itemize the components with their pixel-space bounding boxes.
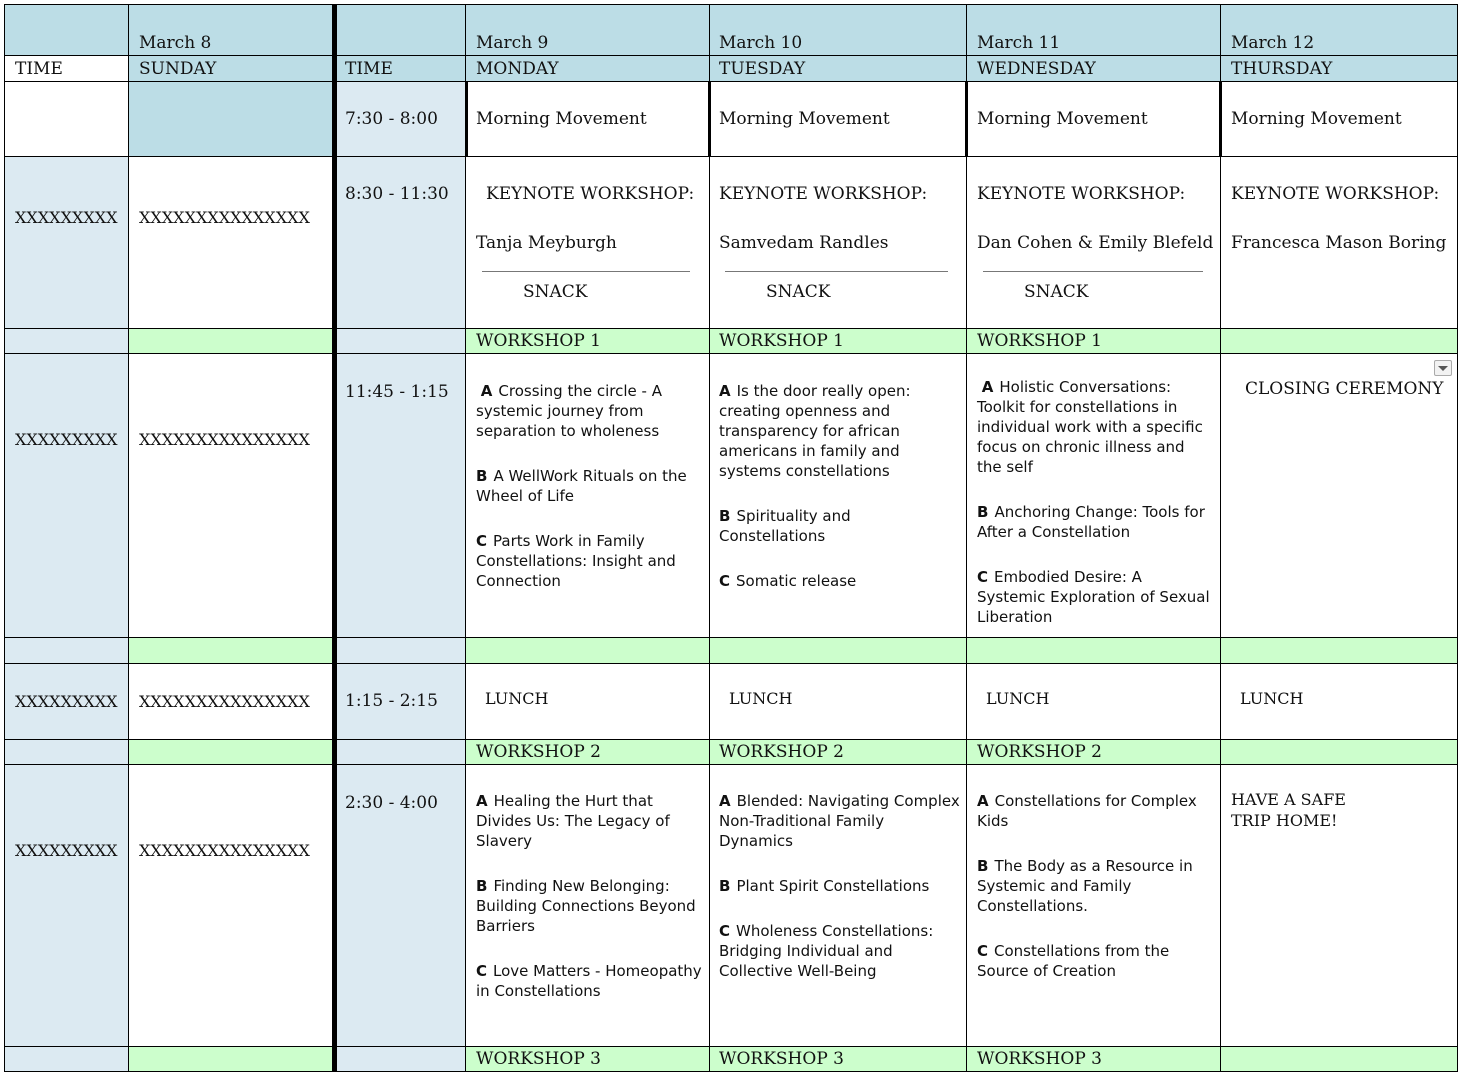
row-divider xyxy=(465,82,468,157)
header-date-tuesday xyxy=(710,4,967,56)
section-divider xyxy=(333,4,337,1072)
divider xyxy=(983,271,1203,272)
workshop1-thursday xyxy=(1221,354,1458,638)
keynote-presenter: Dan Cohen & Emily Blefeld xyxy=(977,233,1214,253)
lunch-tuesday: LUNCH xyxy=(710,664,967,740)
time-slot: 7:30 - 8:00 xyxy=(337,82,466,157)
workshop-option: B Finding New Belonging: Building Connections Beyond Barriers xyxy=(476,877,696,935)
spacer-cell xyxy=(967,638,1221,664)
date-label: March 11 xyxy=(977,33,1061,53)
workshop-option: A Blended: Navigating Complex Non-Traditional Family Dynamics xyxy=(719,792,960,850)
spacer-cell xyxy=(4,1047,129,1072)
workshop-option: C Parts Work in Family Constellations: Insight and Connection xyxy=(476,532,676,590)
workshop-option: C Love Matters - Homeopathy in Constellations xyxy=(476,962,702,1000)
workshop-option: B Anchoring Change: Tools for After a Constellation xyxy=(977,503,1205,541)
placeholder-cell: XXXXXXXXX xyxy=(4,354,129,638)
spacer-cell xyxy=(4,638,129,664)
workshop-option: A Is the door really open: creating openness and transparency for african americans in family and systems constellations xyxy=(719,382,911,480)
farewell-line-1: HAVE A SAFE xyxy=(1231,790,1346,809)
spacer-cell xyxy=(1221,638,1458,664)
workshop-option: B A WellWork Rituals on the Wheel of Life xyxy=(476,467,687,505)
workshop-option: C Constellations from the Source of Creation xyxy=(977,942,1170,980)
spacer-cell xyxy=(129,329,333,354)
row-divider xyxy=(708,82,711,157)
spacer-cell xyxy=(710,638,967,664)
keynote-presenter: Samvedam Randles xyxy=(719,233,889,253)
placeholder-cell: XXXXXXXXX xyxy=(4,765,129,1047)
date-label: March 12 xyxy=(1231,33,1315,53)
row-divider xyxy=(965,82,968,157)
header-date-thursday xyxy=(1221,4,1458,56)
header-corner-time xyxy=(4,4,129,56)
time-column-header: TIME xyxy=(4,56,129,82)
keynote-thursday xyxy=(1221,157,1458,329)
spacer-cell xyxy=(337,638,466,664)
time-column-header-2: TIME xyxy=(337,56,466,82)
day-tuesday: TUESDAY xyxy=(710,56,967,82)
lunch-wednesday: LUNCH xyxy=(967,664,1221,740)
spacer-cell xyxy=(337,740,466,765)
header-date-wednesday xyxy=(967,4,1221,56)
workshop-label-wednesday: WORKSHOP 3 xyxy=(967,1047,1221,1072)
workshop-label-thursday xyxy=(1221,329,1458,354)
workshop2-monday xyxy=(466,765,710,1047)
spacer-cell xyxy=(337,329,466,354)
placeholder-cell: XXXXXXXXXXXXXXX xyxy=(129,157,333,329)
workshop-option: C Embodied Desire: A Systemic Exploration of Sexual Liberation xyxy=(977,568,1210,626)
workshop-label-wednesday: WORKSHOP 1 xyxy=(967,329,1221,354)
workshop-option: C Somatic release xyxy=(719,572,857,590)
workshop-option: A Holistic Conversations: Toolkit for constellations in individual work with a specific focus on chronic illness and the self xyxy=(977,378,1203,476)
keynote-presenter: Francesca Mason Boring xyxy=(1231,233,1447,253)
lunch-monday: LUNCH xyxy=(466,664,710,740)
lunch-thursday: LUNCH xyxy=(1221,664,1458,740)
time-slot: 11:45 - 1:15 xyxy=(337,354,466,638)
farewell-line-2: TRIP HOME! xyxy=(1231,811,1338,830)
workshop-label-tuesday: WORKSHOP 1 xyxy=(710,329,967,354)
keynote-label: KEYNOTE WORKSHOP: xyxy=(1231,184,1440,204)
workshop-option: C Wholeness Constellations: Bridging Individual and Collective Well-Being xyxy=(719,922,934,980)
keynote-label: KEYNOTE WORKSHOP: xyxy=(719,184,928,204)
workshop-label-thursday xyxy=(1221,740,1458,765)
workshop-option: B Plant Spirit Constellations xyxy=(719,877,930,895)
workshop-option: B Spirituality and Constellations xyxy=(719,507,851,545)
placeholder-cell: XXXXXXXXX xyxy=(4,664,129,740)
keynote-tuesday xyxy=(710,157,967,329)
placeholder-cell: XXXXXXXXX xyxy=(4,157,129,329)
workshop-option: B The Body as a Resource in Systemic and Family Constellations. xyxy=(977,857,1193,915)
workshop1-wednesday xyxy=(967,354,1221,638)
workshop-option: A Crossing the circle - A systemic journey from separation to wholeness xyxy=(476,382,662,440)
spacer-cell xyxy=(466,638,710,664)
spacer-cell xyxy=(129,1047,333,1072)
workshop2-wednesday xyxy=(967,765,1221,1047)
placeholder-cell: XXXXXXXXXXXXXXX xyxy=(129,765,333,1047)
workshop-option: A Constellations for Complex Kids xyxy=(977,792,1197,830)
chevron-down-icon[interactable] xyxy=(1434,360,1452,376)
cell-empty xyxy=(4,82,129,157)
morning-movement-tuesday: Morning Movement xyxy=(710,82,967,157)
keynote-presenter: Tanja Meyburgh xyxy=(476,233,617,253)
closing-ceremony: CLOSING CEREMONY xyxy=(1245,379,1444,399)
placeholder-cell: XXXXXXXXXXXXXXX xyxy=(129,664,333,740)
placeholder-cell: XXXXXXXXXXXXXXX xyxy=(129,354,333,638)
divider xyxy=(482,271,690,272)
workshop1-tuesday xyxy=(710,354,967,638)
time-slot: 1:15 - 2:15 xyxy=(337,664,466,740)
workshop-option: A Healing the Hurt that Divides Us: The Legacy of Slavery xyxy=(476,792,670,850)
header-date-sunday xyxy=(129,4,333,56)
workshop-label-wednesday: WORKSHOP 2 xyxy=(967,740,1221,765)
morning-movement-wednesday: Morning Movement xyxy=(967,82,1221,157)
keynote-label: KEYNOTE WORKSHOP: xyxy=(486,184,695,204)
spacer-cell xyxy=(4,329,129,354)
workshop-label-tuesday: WORKSHOP 3 xyxy=(710,1047,967,1072)
day-sunday: SUNDAY xyxy=(129,56,333,82)
workshop-label-tuesday: WORKSHOP 2 xyxy=(710,740,967,765)
day-monday: MONDAY xyxy=(466,56,710,82)
header-date-monday xyxy=(466,4,710,56)
keynote-wednesday xyxy=(967,157,1221,329)
spacer-cell xyxy=(337,1047,466,1072)
spacer-cell xyxy=(129,740,333,765)
spacer-cell xyxy=(129,638,333,664)
day-thursday: THURSDAY xyxy=(1221,56,1458,82)
time-slot: 2:30 - 4:00 xyxy=(337,765,466,1047)
workshop-label-monday: WORKSHOP 3 xyxy=(466,1047,710,1072)
workshop2-tuesday xyxy=(710,765,967,1047)
row-divider xyxy=(1219,82,1222,157)
date-label: March 10 xyxy=(719,33,803,53)
workshop-label-monday: WORKSHOP 2 xyxy=(466,740,710,765)
date-label: March 9 xyxy=(476,33,549,53)
workshop2-thursday xyxy=(1221,765,1458,1047)
spacer-cell xyxy=(4,740,129,765)
divider xyxy=(725,271,948,272)
snack-label: SNACK xyxy=(1024,282,1089,302)
keynote-label: KEYNOTE WORKSHOP: xyxy=(977,184,1186,204)
workshop1-monday xyxy=(466,354,710,638)
date-label: March 8 xyxy=(139,33,212,53)
time-slot: 8:30 - 11:30 xyxy=(337,157,466,329)
cell-empty xyxy=(129,82,333,157)
keynote-monday xyxy=(466,157,710,329)
morning-movement-thursday: Morning Movement xyxy=(1221,82,1458,157)
snack-label: SNACK xyxy=(523,282,588,302)
header-corner-time-2 xyxy=(337,4,466,56)
morning-movement-monday: Morning Movement xyxy=(466,82,710,157)
snack-label: SNACK xyxy=(766,282,831,302)
workshop-label-thursday xyxy=(1221,1047,1458,1072)
day-wednesday: WEDNESDAY xyxy=(967,56,1221,82)
workshop-label-monday: WORKSHOP 1 xyxy=(466,329,710,354)
